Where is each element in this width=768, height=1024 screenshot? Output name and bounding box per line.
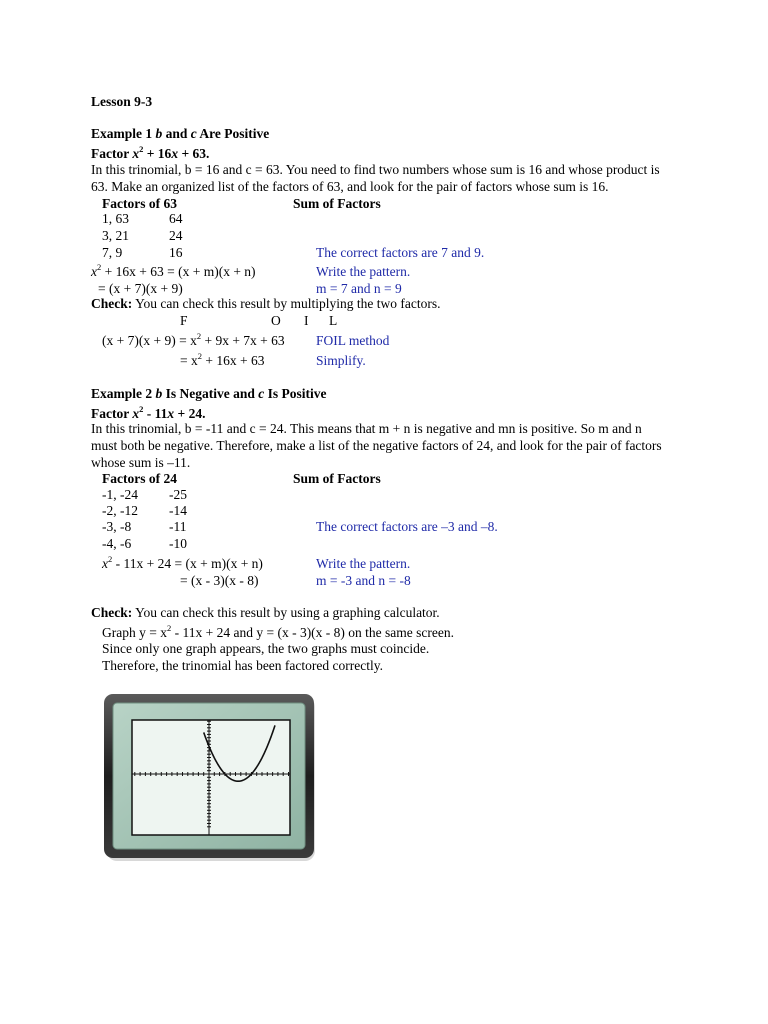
example2-row2-factors: -2, -12 <box>102 503 138 518</box>
example2-row2-sum: -14 <box>169 503 187 518</box>
foil-letter-i: I <box>304 313 309 328</box>
calculator-graph <box>104 694 318 864</box>
example2-graph-instruction: Graph $y = x^2 - 11x + 24$ and y = (x - 3)(x - 8) on the same screen. <box>102 623 455 640</box>
example2-row3-sum: -11 <box>169 519 187 534</box>
example1-heading: Example 1 b and c Are Positive <box>91 126 270 141</box>
example1-check: Check: You can check this result by multiplying the two factors. <box>91 296 441 311</box>
example1-result-equation: = (x + 7)(x + 9) <box>98 281 183 296</box>
example2-col-sum: Sum of Factors <box>293 471 381 486</box>
example2-conclusion-line: Therefore, the trinomial has been factored correctly. <box>102 658 383 673</box>
example1-col-factors: Factors of 63 <box>102 196 177 211</box>
example2-factor-title: Factor $x^2 - 11x + 24$. <box>91 404 206 421</box>
foil-letter-l: L <box>329 313 338 328</box>
example2-row3-factors: -3, -8 <box>102 519 132 534</box>
example2-correct-note: The correct factors are –3 and –8. <box>316 519 498 534</box>
example2-paragraph-line1: In this trinomial, b = -11 and c = 24. This means that m + n is negative and mn is positive. So m and n <box>91 421 642 436</box>
example2-row1-sum: -25 <box>169 487 187 502</box>
example2-heading: Example 2 b Is Negative and c Is Positive <box>91 386 327 401</box>
example2-row1-factors: -1, -24 <box>102 487 138 502</box>
example2-coincide-line: Since only one graph appears, the two graphs must coincide. <box>102 641 430 656</box>
example1-paragraph-line2: 63. Make an organized list of the factors of 63, and look for the pair of factors whose sum is 16. <box>91 179 609 194</box>
example2-mn-note: m = -3 and n = -8 <box>316 573 411 588</box>
example1-foil-equation: $(x + 7)(x + 9) = x^2 + 9x + 7x + 63$ <box>102 331 285 348</box>
example1-simplify-note: Simplify. <box>316 353 366 368</box>
example2-pattern-note: Write the pattern. <box>316 556 411 571</box>
foil-letter-o: O <box>271 313 281 328</box>
example1-row3-sum: 16 <box>169 245 183 260</box>
example2-check: Check: You can check this result by using a graphing calculator. <box>91 605 440 620</box>
example2-paragraph-line2: must both be negative. Therefore, make a list of the negative factors of 24, and look for the pair of factors <box>91 438 662 453</box>
example1-correct-note: The correct factors are 7 and 9. <box>316 245 485 260</box>
example2-row4-factors: -4, -6 <box>102 536 132 551</box>
lesson-title: Lesson 9-3 <box>91 94 153 109</box>
foil-letter-f: F <box>180 313 188 328</box>
example2-paragraph-line3: whose sum is –11. <box>91 455 191 470</box>
example1-row2-sum: 24 <box>169 228 183 243</box>
example1-paragraph-line1: In this trinomial, b = 16 and c = 63. You need to find two numbers whose sum is 16 and whose product is <box>91 162 660 177</box>
example1-row3-factors: 7, 9 <box>102 245 123 260</box>
example2-result-equation: = (x - 3)(x - 8) <box>180 573 259 588</box>
example2-col-factors: Factors of 24 <box>102 471 177 486</box>
example1-simplify-equation: = $x^2 + 16x + 63$ <box>180 351 265 368</box>
graphing-calculator-screen <box>104 694 318 864</box>
example1-pattern-note: Write the pattern. <box>316 264 411 279</box>
example2-row4-sum: -10 <box>169 536 187 551</box>
example1-row1-sum: 64 <box>169 211 183 226</box>
example2-pattern-equation: $x^2 - 11x + 24 = (x + m)(x + n)$ <box>102 554 263 571</box>
example1-factor-title: Factor $x^2 + 16x + 63$. <box>91 144 210 161</box>
example1-pattern-equation: $x^2 + 16x + 63 = (x + m)(x + n)$ <box>91 262 256 279</box>
example1-row1-factors: 1, 63 <box>102 211 129 226</box>
example1-col-sum: Sum of Factors <box>293 196 381 211</box>
example1-mn-note: m = 7 and n = 9 <box>316 281 402 296</box>
example1-row2-factors: 3, 21 <box>102 228 129 243</box>
example1-foil-note: FOIL method <box>316 333 390 348</box>
